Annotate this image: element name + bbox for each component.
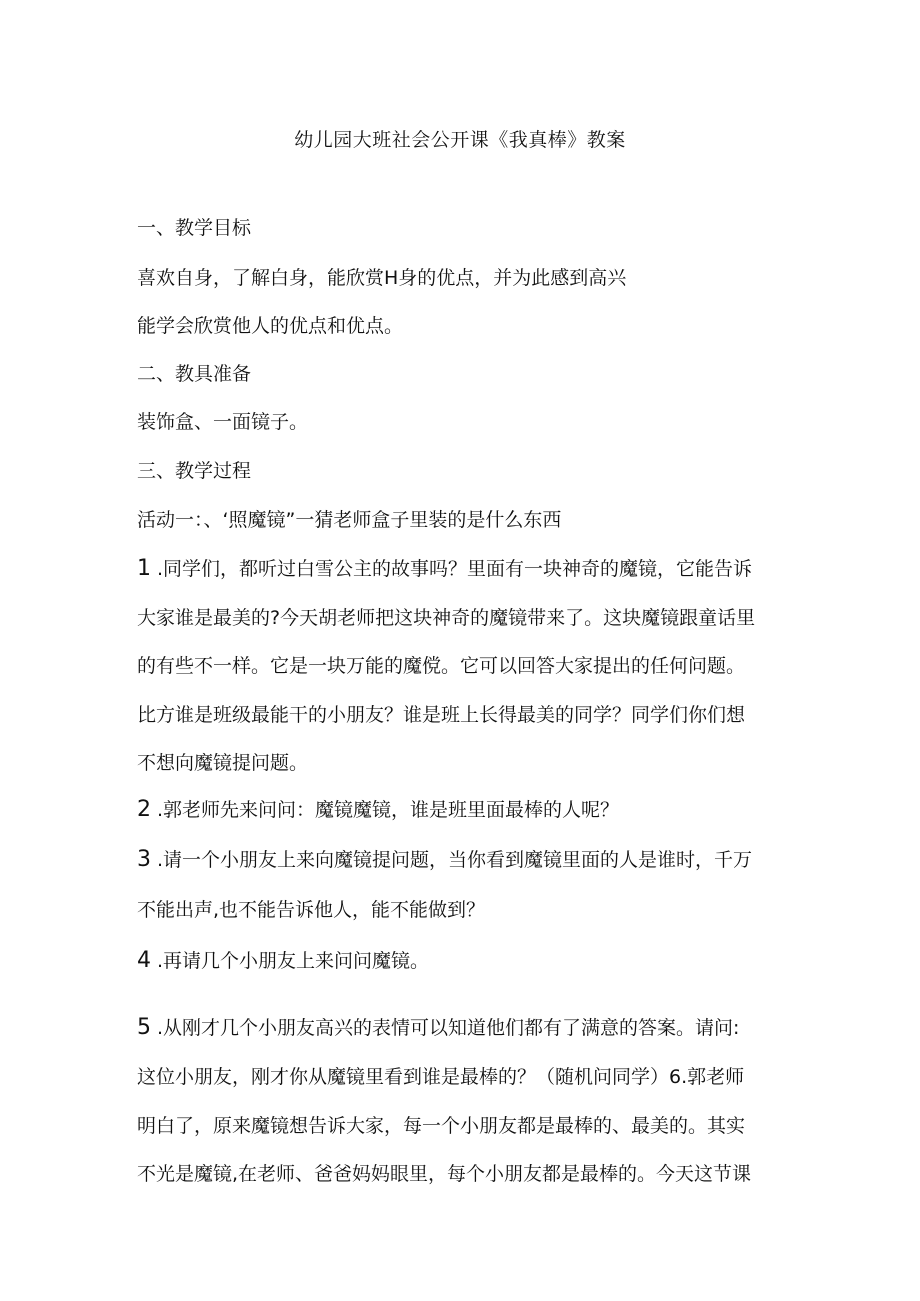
line-text: 这位小朋友，刚才你从魔镜里看到谁是最棒的？（随机问同学）6.郭老师 [137,1066,745,1088]
line-text: 大家谁是最美的?今天胡老师把这块神奇的魔镜带来了。这块魔镜跟童话里 [137,607,756,629]
item-number: 3 [137,847,151,872]
document-title: 幼儿园大班社会公开课《我真棒》教案 [294,129,626,151]
numbered-item [137,797,619,823]
item-number: 1 [137,556,151,581]
line-text: 不能出声,也不能告诉他人，能不能做到？ [137,899,486,921]
section-heading-goals [137,215,251,241]
activity-heading [137,507,561,533]
line-text: 能学会欣赏他人的优点和优点。 [137,315,404,337]
paragraph-line [137,1161,751,1187]
numbered-item [137,847,752,873]
line-text: 比方谁是班级最能干的小朋友？谁是班上长得最美的同学？同学们你们想 [137,704,746,726]
paragraph-line [137,1064,744,1090]
line-text: 不光是魔镜,在老师、爸爸妈妈眼里，每个小朋友都是最棒的。今天这节课 [137,1163,752,1185]
line-text: .再请几个小朋友上来问问魔镜。 [157,950,430,972]
line-text: 明白了，原来魔镜想告诉大家，每一个小朋友都是最棒的、最美的。其实 [137,1115,746,1137]
line-text: 喜欢自身，了解白身，能欣赏H身的优点，并为此感到高兴 [137,267,627,289]
line-text: 三、教学过程 [137,460,252,482]
paragraph-line [137,265,626,291]
paragraph-line [137,897,485,923]
item-number: 4 [137,948,151,973]
paragraph-line [137,653,745,679]
item-number: 5 [137,1015,151,1040]
line-text: 装饰盒、一面镜子。 [137,411,309,433]
paragraph-line [137,750,308,776]
paragraph-line [137,313,403,339]
line-text: .从刚才几个小朋友高兴的表情可以知道他们都有了满意的答案。请问: [157,1017,740,1039]
line-text: 不想向魔镜提问题。 [137,752,309,774]
line-text: 一、教学目标 [137,217,252,239]
paragraph-line [137,605,755,631]
line-text: 的有些不一样。它是一块万能的魔傥。它可以回答大家提出的任何问题。 [137,655,746,677]
line-text: .郭老师先来问问：魔镜魔镜，谁是班里面最棒的人呢？ [157,799,620,821]
paragraph-line [137,1113,745,1139]
numbered-item [137,948,429,974]
numbered-item [137,556,752,582]
section-heading-process [137,458,251,484]
item-number: 2 [137,797,151,822]
line-text: 活动一：、‘照魔镜”一猜老师盒子里装的是什么东西 [137,509,562,531]
section-heading-materials [137,361,251,387]
line-text: 二、教具准备 [137,363,252,385]
line-text: .请一个小朋友上来向魔镜提问题，当你看到魔镜里面的人是谁时，千万 [157,849,753,871]
paragraph-line [137,702,745,728]
paragraph-line [137,409,308,435]
line-text: .同学们，都听过白雪公主的故事吗？里面有一块神奇的魔镜，它能告诉 [157,558,753,580]
numbered-item [137,1015,739,1041]
